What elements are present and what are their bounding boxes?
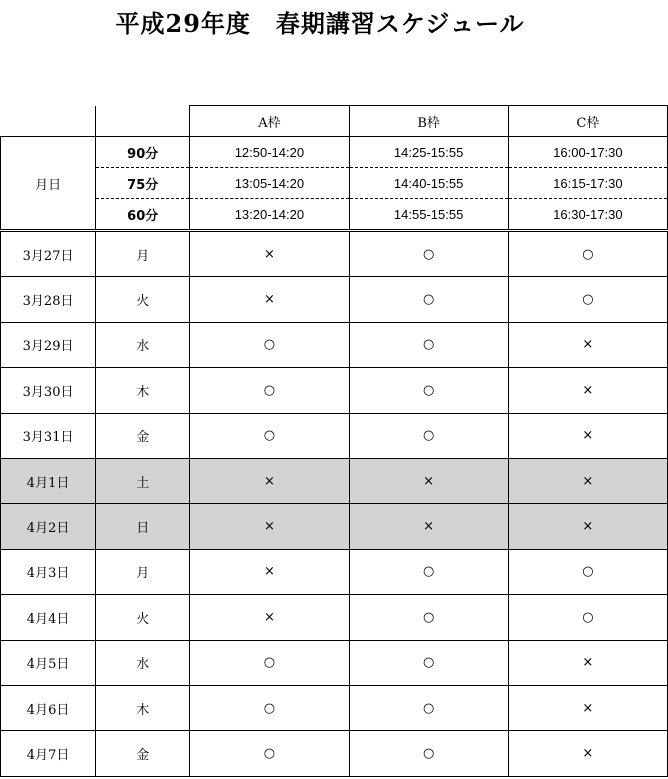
availability-mark-b: ○: [349, 368, 508, 413]
day-row: [1, 231, 668, 277]
availability-mark-a: ×: [190, 504, 349, 549]
weekday-cell: 火: [96, 595, 190, 640]
day-row: [1, 685, 668, 730]
duration-label: 75分: [96, 168, 190, 199]
date-cell: 4月7日: [1, 731, 96, 776]
availability-mark-c: ○: [508, 231, 667, 277]
date-cell: 4月6日: [1, 685, 96, 730]
day-row: [1, 277, 668, 322]
availability-mark-b: ○: [349, 277, 508, 322]
date-cell: 3月30日: [1, 368, 96, 413]
availability-mark-c: ○: [508, 595, 667, 640]
date-cell: 3月27日: [1, 231, 96, 277]
time-cell: 13:05-14:20: [190, 168, 349, 199]
duration-label: 90分: [96, 137, 190, 168]
availability-mark-c: ×: [508, 504, 667, 549]
time-cell: 13:20-14:20: [190, 199, 349, 231]
availability-mark-c: ×: [508, 685, 667, 730]
availability-mark-b: ○: [349, 413, 508, 458]
blank-cell: [1, 106, 96, 137]
availability-mark-a: ○: [190, 640, 349, 685]
availability-mark-b: ×: [349, 504, 508, 549]
weekday-cell: 月: [96, 231, 190, 277]
availability-mark-a: ○: [190, 685, 349, 730]
availability-mark-b: ○: [349, 231, 508, 277]
weekday-cell: 金: [96, 413, 190, 458]
date-cell: 4月1日: [1, 458, 96, 503]
date-cell: 4月2日: [1, 504, 96, 549]
availability-mark-b: ○: [349, 731, 508, 776]
duration-row-75: [1, 168, 668, 199]
availability-mark-b: ○: [349, 595, 508, 640]
date-cell: 3月31日: [1, 413, 96, 458]
availability-mark-a: ×: [190, 231, 349, 277]
slot-header-a: A枠: [190, 106, 349, 137]
availability-mark-a: ○: [190, 368, 349, 413]
weekday-cell: 木: [96, 685, 190, 730]
availability-mark-a: ×: [190, 458, 349, 503]
day-row: [1, 322, 668, 367]
day-row: [1, 458, 668, 503]
availability-mark-a: ○: [190, 731, 349, 776]
availability-mark-a: ×: [190, 549, 349, 594]
availability-mark-c: ×: [508, 458, 667, 503]
day-row: [1, 640, 668, 685]
day-row: [1, 549, 668, 594]
day-row: [1, 413, 668, 458]
availability-mark-c: ×: [508, 640, 667, 685]
slot-header-row: [1, 106, 668, 137]
time-cell: 14:25-15:55: [349, 137, 508, 168]
availability-mark-c: ×: [508, 413, 667, 458]
date-column-header: 月日: [1, 137, 96, 231]
day-row: [1, 731, 668, 776]
duration-row-60: [1, 199, 668, 231]
day-row: [1, 368, 668, 413]
slot-header-c: C枠: [508, 106, 667, 137]
weekday-cell: 水: [96, 322, 190, 367]
availability-mark-a: ×: [190, 595, 349, 640]
schedule-table: [0, 105, 668, 777]
availability-mark-c: ×: [508, 368, 667, 413]
weekday-cell: 日: [96, 504, 190, 549]
availability-mark-a: ×: [190, 277, 349, 322]
day-row: [1, 595, 668, 640]
time-cell: 16:15-17:30: [508, 168, 667, 199]
duration-row-90: [1, 137, 668, 168]
day-row: [1, 504, 668, 549]
page-title: 平成29年度 春期講習スケジュール: [115, 9, 525, 38]
availability-mark-c: ×: [508, 322, 667, 367]
date-cell: 4月4日: [1, 595, 96, 640]
availability-mark-b: ○: [349, 322, 508, 367]
date-cell: 4月5日: [1, 640, 96, 685]
availability-mark-c: ○: [508, 277, 667, 322]
availability-mark-a: ○: [190, 322, 349, 367]
weekday-cell: 火: [96, 277, 190, 322]
time-cell: 14:40-15:55: [349, 168, 508, 199]
weekday-cell: 金: [96, 731, 190, 776]
time-cell: 16:30-17:30: [508, 199, 667, 231]
weekday-cell: 木: [96, 368, 190, 413]
time-cell: 12:50-14:20: [190, 137, 349, 168]
availability-mark-b: ○: [349, 549, 508, 594]
availability-mark-a: ○: [190, 413, 349, 458]
weekday-cell: 水: [96, 640, 190, 685]
date-cell: 4月3日: [1, 549, 96, 594]
weekday-cell: 月: [96, 549, 190, 594]
time-cell: 14:55-15:55: [349, 199, 508, 231]
time-cell: 16:00-17:30: [508, 137, 667, 168]
duration-label: 60分: [96, 199, 190, 231]
weekday-cell: 土: [96, 458, 190, 503]
availability-mark-b: ○: [349, 640, 508, 685]
availability-mark-c: ×: [508, 731, 667, 776]
availability-mark-b: ○: [349, 685, 508, 730]
slot-header-b: B枠: [349, 106, 508, 137]
availability-mark-c: ○: [508, 549, 667, 594]
date-cell: 3月28日: [1, 277, 96, 322]
date-cell: 3月29日: [1, 322, 96, 367]
availability-mark-b: ×: [349, 458, 508, 503]
blank-cell: [96, 106, 190, 137]
